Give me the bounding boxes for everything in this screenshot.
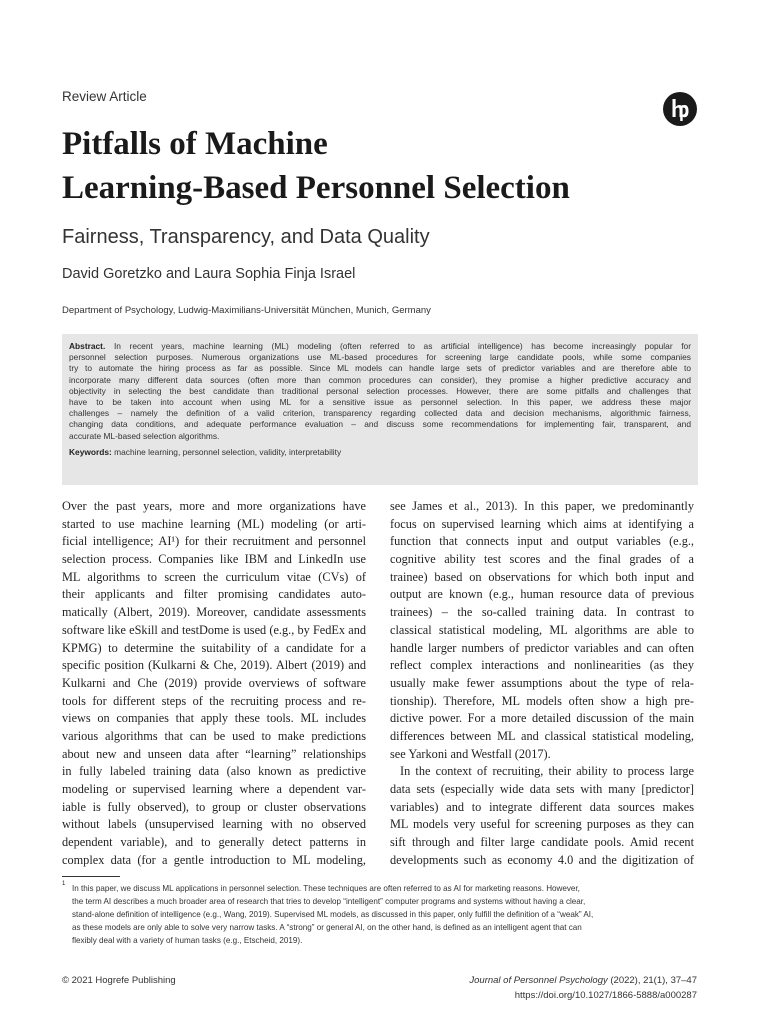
body-text-line: ficial intelligence; AI¹) for their recruitment and personnel (62, 534, 366, 549)
body-text-line: focus on supervised learning which aims at identifying a (390, 516, 694, 531)
keywords-text: machine learning, personnel selection, validity, interpretability (114, 446, 342, 457)
body-text-line: ML algorithms to screen the curriculum vitae (CVs) of (62, 569, 366, 584)
doi-link[interactable]: https://doi.org/10.1027/1866-5888/a000287 (514, 990, 697, 1001)
article-title (62, 122, 570, 210)
body-text-line: various algorithms that can be used to make predictions (62, 728, 366, 743)
body-text-line: views on companies that apply these tools. ML includes (62, 711, 366, 726)
footnote-line: the term AI describes a much broader area of research that tries to develop “intelligent” computer programs and systems without having a clear, (72, 897, 586, 906)
body-text-line: handle larger numbers of predictor variables and can often (390, 640, 694, 655)
keywords-label: Keywords: (69, 446, 112, 457)
abstract-line: challenges – namely the definition of a valid criterion, transparency regarding collected data and decision mechanisms, algorithmic fairness, (69, 408, 691, 419)
body-text-line: about new and unseen data after “learning” relationships (62, 746, 366, 761)
journal-volume: (2022), 21(1), 37–47 (610, 975, 697, 986)
footnote-line: flexibly deal with a variety of human tasks (e.g., Etscheid, 2019). (72, 936, 303, 945)
journal-name: Journal of Personnel Psychology (469, 975, 608, 986)
article-subtitle: Fairness, Transparency, and Data Quality (62, 226, 430, 248)
body-text-line: modeling or supervised learning where a dependent var- (62, 782, 366, 796)
body-text-line: KPMG) to determine the suitability of a candidate for a (62, 640, 366, 655)
body-text-line: trainee) based on observations for which both input and (390, 569, 694, 584)
hogrefe-logo-icon (663, 92, 697, 126)
footnote (62, 882, 698, 947)
abstract-line: objectivity in selecting the best candidate than traditional personal selection processes. However, there are some pitfalls and challenges that (69, 385, 691, 396)
footnote-line: stand-alone definition of intelligence (e.g., Wang, 2019). Supervised ML models, as discussed in this paper, only fulfill the definition of a “weak” AI, (72, 910, 594, 919)
authors: David Goretzko and Laura Sophia Finja Israel (62, 266, 356, 282)
body-text-line: their applicants and filter promising candidates auto- (62, 587, 366, 602)
body-text-line: selection process. Companies like IBM and LinkedIn use (62, 552, 366, 567)
abstract-line: changing data conditions, and adequate performance evaluation – and discuss some recommendations for implementing fair, transparent, and (69, 419, 691, 430)
footnote-divider (62, 876, 120, 877)
journal-citation (469, 975, 697, 986)
body-text-line: function that connects input and output variables (e.g., (390, 534, 694, 549)
keywords-line (69, 447, 691, 458)
body-text-line: dictive power. For a more detailed discussion of the main (390, 711, 694, 726)
body-text-line: matically (Albert, 2019). Moreover, candidate assessments (62, 605, 366, 620)
body-text-line: reflect complex interactions and nonlinearities (as they (390, 658, 694, 673)
abstract-line: try to automate the hiring process as far as possible. Since ML models can handle large sets of predictor variables and are therefore able to (69, 363, 691, 374)
article-type: Review Article (62, 89, 147, 104)
footnote-marker: 1 (62, 881, 66, 887)
body-text-line: sift through and filter large candidate pools. Amid recent (390, 835, 694, 850)
abstract-text: In recent years, machine learning (ML) modeling (often referred to as artificial intelligence) has become increasingly popular for (113, 341, 691, 351)
body-text-line: see James et al., 2013). In this paper, we predominantly (390, 499, 694, 513)
footnote-line: as these models are only able to solve very narrow tasks. A “strong” or general AI, on the other hand, is defined as an intelligent agent that can (72, 923, 582, 932)
body-text-line: Kulkarni and Che (2019) provide overviews of software (62, 675, 366, 690)
body-column-right (390, 498, 694, 869)
body-text-line: tionship). Therefore, ML models often show a high pre- (390, 693, 694, 708)
body-text-line: specific position (Kulkarni & Che, 2019). Albert (2019) and (62, 658, 366, 673)
title-line-2: Learning-Based Personnel Selection (62, 170, 570, 206)
body-text-line: software like eSkill and testDome is used (e.g., by FedEx and (62, 622, 366, 637)
affiliation: Department of Psychology, Ludwig-Maximilians-Universität München, Munich, Germany (62, 305, 431, 316)
title-line-1: Pitfalls of Machine (62, 126, 328, 162)
abstract-line: personnel selection purposes. Numerous organizations use ML-based procedures for screening large candidate pools, while some companies (69, 352, 691, 363)
body-text-line: complex data (for a gentle introduction to ML modeling, (62, 852, 366, 867)
body-text-line: without labels (unsupervised learning with no observed (62, 817, 366, 832)
body-column-left (62, 498, 366, 869)
body-text-line: ML models very useful for screening purposes as they can (390, 817, 694, 832)
abstract-label: Abstract. (69, 341, 106, 351)
body-text-line: usually make fewer assumptions about the type of rela- (390, 675, 694, 690)
body-text-line: tools for different steps of the recruiting process and re- (62, 693, 366, 708)
body-text-line: differences between ML and classical statistical modeling, (390, 728, 694, 743)
footnote-line: In this paper, we discuss ML applications in personnel selection. These techniques are often referred to as AI for marketing reasons. However, (72, 884, 580, 893)
body-text-line: variables) and to integrate different data sources makes (390, 799, 694, 814)
body-text-line: developments such as economy 4.0 and the digitization of (390, 852, 694, 867)
abstract-line: incorporate many different data sources (often more than common procedures can consider), they promise a higher predictive accuracy and (69, 374, 691, 385)
body-text-line: see Yarkoni and Westfall (2017). (390, 746, 551, 761)
body-text-line: output are known (e.g., human resource data of previous (390, 587, 694, 602)
body-text-line: classical statistical modeling, ML algorithms are able to (390, 622, 694, 637)
body-text-line: in fully labeled training data (also known as predictive (62, 764, 366, 779)
abstract-line (69, 341, 691, 352)
body-text-line: trainees) – the so-called training data. In contrast to (390, 605, 694, 620)
body-text-line: In the context of recruiting, their ability to process large (400, 764, 694, 779)
abstract-line: have to be taken into account when using ML for a sensitive issue as personnel selection. In this paper, we address these major (69, 397, 691, 408)
body-text-line: Over the past years, more and more organizations have (62, 499, 366, 513)
body-text-line: started to use machine learning (ML) modeling (or arti- (62, 516, 366, 531)
body-text-line: dependent variable), and to generally detect patterns in (62, 835, 366, 850)
body-text-line: iable is fully observed), to group or cluster observations (62, 799, 366, 814)
copyright: © 2021 Hogrefe Publishing (62, 975, 176, 986)
body-text-line: data sets (especially wide data sets with many [predictor] (390, 782, 694, 796)
abstract-box (62, 334, 698, 485)
abstract-line: accurate ML-based selection algorithms. (69, 430, 220, 441)
body-text-line: cognitive ability test scores and the final grades of a (390, 552, 694, 567)
